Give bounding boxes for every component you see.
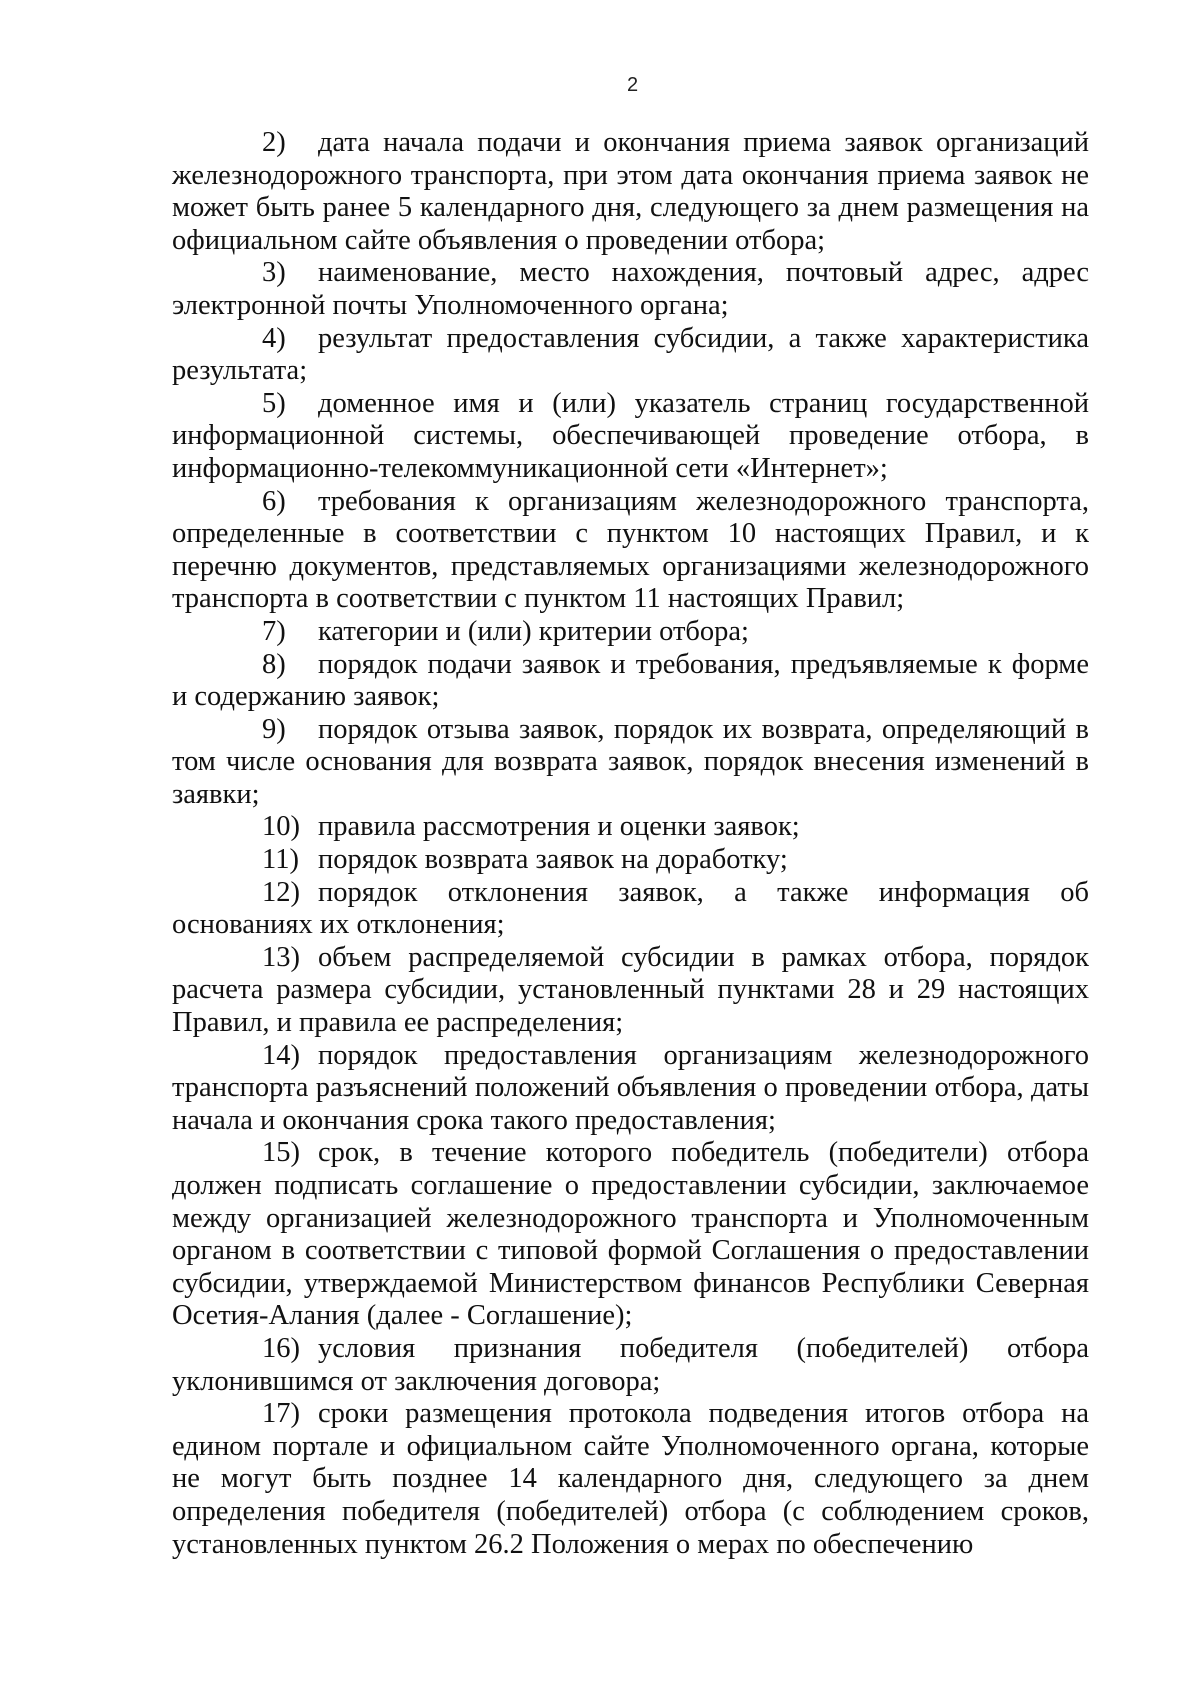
list-item-text: категории и (или) критерии отбора; — [318, 615, 749, 647]
list-item-number: 15) — [262, 1137, 300, 1169]
list-item-number: 6) — [262, 485, 286, 517]
list-item — [172, 1040, 1089, 1138]
list-item-number: 12) — [262, 876, 300, 908]
list-item-text: порядок отклонения заявок, а также информация об основаниях их отклонения; — [172, 876, 1089, 941]
list-item-number: 5) — [262, 387, 286, 419]
list-item — [172, 1137, 1089, 1333]
list-item-text: сроки размещения протокола подведения итогов отбора на едином портале и официальном сайте Уполномоченного органа, которые не могут быть позднее 14 календарного дня, следующего за днем определения победителя (победителей) отбора (с соблюдением сроков, установленных пунктом 26.2 Положения о мерах по обеспечению — [172, 1398, 1089, 1560]
list-item — [172, 486, 1089, 616]
list-item-text: результат предоставления субсидии, а также характеристика результата; — [172, 322, 1089, 387]
list-item — [172, 649, 1089, 714]
list-item — [172, 127, 1089, 257]
list-item — [172, 714, 1089, 812]
list-item-number: 8) — [262, 648, 286, 680]
list-item-text: наименование, место нахождения, почтовый адрес, адрес электронной почты Уполномоченного органа; — [172, 257, 1089, 321]
list-item — [172, 1333, 1089, 1398]
list-item-number: 10) — [262, 811, 300, 843]
list-item — [172, 323, 1089, 388]
document-body — [172, 127, 1089, 1561]
list-item-text: дата начала подачи и окончания приема заявок организаций железнодорожного транспорта, при этом дата окончания приема заявок не может быть ранее 5 календарного дня, следующего за днем размещения на официальном сайте объявления о проведении отбора; — [172, 127, 1089, 256]
list-item-number: 4) — [262, 322, 286, 354]
list-item — [172, 388, 1089, 486]
page-number: 2 — [626, 74, 639, 96]
list-item — [172, 877, 1089, 942]
list-item-number: 9) — [262, 713, 286, 745]
list-item-text: порядок возврата заявок на доработку; — [318, 844, 788, 876]
list-item-number: 13) — [262, 941, 300, 973]
list-item-text: правила рассмотрения и оценки заявок; — [318, 811, 800, 843]
list-item-number: 16) — [262, 1332, 300, 1364]
list-item-text: требования к организациям железнодорожного транспорта, определенные в соответствии с пунктом 10 настоящих Правил, и к перечню документов, представляемых организациями железнодорожного транспорта в соответствии с пунктом 11 настоящих Правил; — [172, 485, 1089, 615]
list-item-number: 7) — [262, 615, 286, 647]
list-item — [172, 616, 1089, 649]
list-item — [172, 257, 1089, 322]
list-item-text: порядок отзыва заявок, порядок их возврата, определяющий в том числе основания для возврата заявок, порядок внесения изменений в заявки; — [172, 713, 1089, 810]
list-item — [172, 844, 1089, 877]
list-item — [172, 1398, 1089, 1561]
list-item-text: порядок предоставления организациям железнодорожного транспорта разъяснений положений объявления о проведении отбора, даты начала и окончания срока такого предоставления; — [172, 1039, 1089, 1136]
list-item-text: порядок подачи заявок и требования, предъявляемые к форме и содержанию заявок; — [172, 648, 1089, 713]
list-item-number: 17) — [262, 1398, 300, 1430]
list-item-text: условия признания победителя (победителей) отбора уклонившимся от заключения договора; — [172, 1332, 1089, 1397]
list-item-number: 3) — [262, 257, 286, 289]
list-item-number: 11) — [262, 844, 299, 876]
list-item-text: объем распределяемой субсидии в рамках отбора, порядок расчета размера субсидии, установленный пунктами 28 и 29 настоящих Правил, и правила ее распределения; — [172, 941, 1089, 1039]
list-item-text: доменное имя и (или) указатель страниц государственной информационной системы, обеспечивающей проведение отбора, в информационно-телекоммуникационной сети «Интернет»; — [172, 387, 1089, 484]
list-item-text: срок, в течение которого победитель (победители) отбора должен подписать соглашение о предоставлении субсидии, заключаемое между организацией железнодорожного транспорта и Уполномоченным органом в соответствии с типовой формой Соглашения о предоставлении субсидии, утверждаемой Министерством финансов Республики Северная Осетия-Алания (далее - Соглашение); — [172, 1137, 1089, 1332]
list-item-number: 2) — [262, 127, 286, 158]
list-item-number: 14) — [262, 1039, 300, 1071]
list-item — [172, 811, 1089, 844]
list-item — [172, 942, 1089, 1040]
